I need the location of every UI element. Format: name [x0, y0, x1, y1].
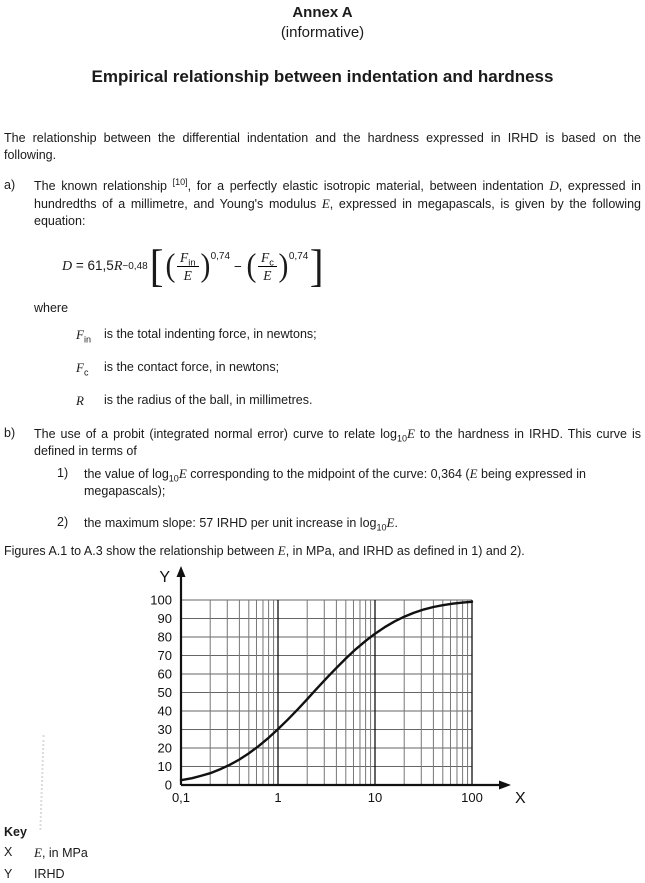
sub-item-2-text: the maximum slope: 57 IRHD per unit increase in $\log_{10}E$. [84, 515, 398, 533]
x-axis-label: X [515, 790, 526, 807]
fraction2-denominator: E [263, 267, 272, 283]
definition-symbol-r: R [76, 393, 84, 408]
term2-paren-right: ) [278, 248, 289, 284]
y-tick-label: 70 [157, 648, 172, 663]
y-axis-label: Y [159, 569, 170, 586]
fraction2-numerator: $F_c$ [258, 250, 277, 267]
key-desc-y: IRHD [34, 867, 65, 881]
sub-item-2 [57, 514, 641, 532]
fraction1-numerator: $F_{in}$ [177, 250, 199, 267]
definition-row-r [76, 392, 641, 410]
list-item-a [4, 177, 641, 230]
x-tick-label: 0,1 [171, 790, 191, 805]
key-desc-x: E, in MPa [34, 845, 88, 860]
key-symbol-y: Y [4, 867, 13, 881]
equation [62, 240, 641, 292]
annex-subtitle: (informative) [280, 24, 365, 41]
definitions-list [4, 326, 641, 410]
y-tick-label: 0 [164, 777, 172, 793]
term2-paren-left: ( [246, 248, 257, 284]
definition-symbol-fin: $F_{in}$ [76, 327, 91, 345]
y-tick-label: 100 [150, 592, 172, 608]
key-row-y [4, 866, 641, 883]
where-label: where [34, 301, 69, 315]
key-block [4, 824, 641, 883]
y-tick-label: 60 [157, 666, 172, 682]
definition-desc-r: is the radius of the ball, in millimetres. [104, 393, 313, 407]
section-heading: Empirical relationship between indentation and hardness [91, 67, 554, 86]
term1-paren-right: ) [200, 248, 211, 284]
annex-title: Annex A [292, 4, 353, 21]
list-item-b-text: The use of a probit (integrated normal error) curve to relate $\log_{10}E$ to the hardness in IRHD. This curve is defined in terms of [34, 426, 641, 458]
x-axis-arrow [499, 781, 511, 790]
fraction-fc-over-e [258, 250, 277, 283]
list-item-a-label: a) [4, 178, 16, 192]
fraction1-denominator: E [183, 267, 192, 283]
key-symbol-x: X [4, 845, 13, 859]
term1-paren-left: ( [165, 248, 176, 284]
intro-paragraph: The relationship between the differential indentation and the hardness expressed in IRHD is based on the following. [4, 131, 641, 162]
equation-lhs: D = 61,5R [62, 258, 123, 274]
y-tick-label: 40 [157, 703, 172, 719]
equation-term-1 [165, 245, 230, 287]
equation-minus: − [234, 258, 242, 274]
figures-note: Figures A.1 to A.3 show the relationship between E, in MPa, and IRHD as defined in 1) and 2). [4, 543, 525, 558]
sub-item-2-label: 2) [57, 515, 69, 529]
y-tick-label: 30 [157, 722, 172, 737]
y-tick-label: 80 [157, 629, 172, 645]
equation-bracket-right: ] [310, 240, 324, 291]
x-tick-label: 10 [367, 790, 383, 805]
annex-title-block [4, 3, 641, 43]
equation-bracket-left: [ [149, 240, 164, 291]
fraction-fin-over-e [177, 250, 199, 283]
definition-desc-fin: is the total indenting force, in newtons; [104, 327, 317, 341]
definition-row-fin [76, 326, 641, 344]
y-tick-label: 50 [157, 685, 172, 700]
definition-desc-fc: is the contact force, in newtons; [104, 360, 280, 374]
sub-item-1-label: 1) [57, 466, 69, 480]
sub-item-1 [57, 465, 641, 500]
y-tick-label: 10 [157, 759, 172, 774]
term1-exponent: 0,74 [210, 251, 231, 262]
key-row-x [4, 844, 641, 862]
x-tick-label: 100 [461, 790, 483, 805]
y-tick-label: 20 [157, 740, 172, 756]
definition-row-fc [76, 359, 641, 377]
y-tick-label: 90 [157, 611, 172, 626]
term2-exponent: 0,74 [288, 251, 309, 262]
equation-exponent-r: −0,48 [122, 260, 148, 272]
list-item-b [4, 425, 641, 460]
y-axis-arrow [177, 566, 186, 577]
probit-curve [181, 602, 472, 780]
figure-chart [4, 566, 645, 818]
list-item-a-text: The known relationship [10], for a perfectly elastic isotropic material, between indentation D, expressed in hundredths of a millimetre, and Young's modulus E, expressed in megapascals, is given by the following equation: [34, 176, 641, 228]
equation-term-2 [246, 245, 308, 287]
x-tick-label: 1 [274, 790, 282, 805]
figure-a1 [4, 566, 641, 818]
list-item-b-label: b) [4, 426, 16, 440]
sub-item-1-text: the value of $\log_{10}E$ corresponding to the midpoint of the curve: 0,364 (E being expressed in megapascals); [84, 466, 586, 498]
key-title: Key [4, 825, 27, 839]
definition-symbol-fc: $F_c$ [76, 360, 89, 378]
